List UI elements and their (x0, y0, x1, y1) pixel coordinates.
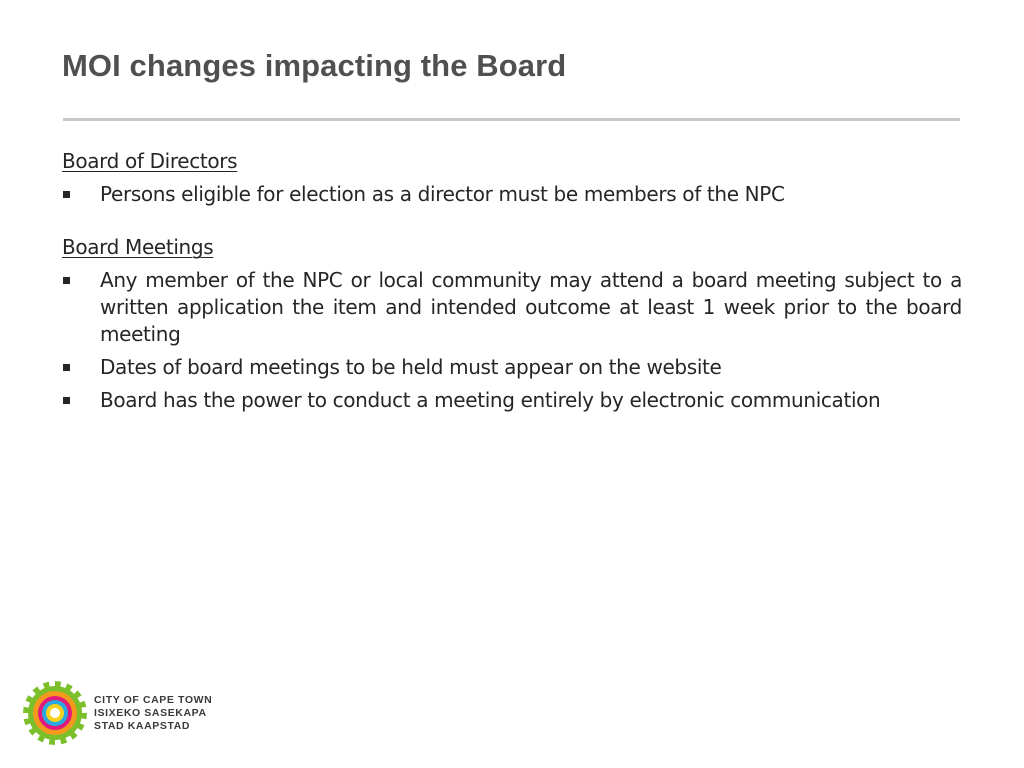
city-emblem-icon (22, 680, 88, 746)
emblem-center (50, 708, 60, 718)
square-bullet-icon (63, 191, 70, 198)
bullet-item (62, 181, 962, 208)
square-bullet-icon (63, 397, 70, 404)
bullet-item (62, 267, 962, 348)
section-heading: Board of Directors (62, 149, 238, 173)
section-heading: Board Meetings (62, 235, 214, 259)
title-divider (63, 118, 960, 121)
bullet-item (62, 354, 962, 381)
logo-line: STAD KAAPSTAD (94, 720, 191, 732)
bullet-text: Board has the power to conduct a meeting entirely by electronic communication (100, 388, 881, 412)
logo-wordmark (94, 694, 212, 733)
city-of-cape-town-logo (22, 680, 242, 746)
section-board-meetings (62, 234, 962, 414)
bullet-text: Persons eligible for election as a director must be members of the NPC (100, 182, 785, 206)
bullet-item (62, 387, 962, 414)
slide-body (62, 148, 962, 420)
bullet-list (62, 181, 962, 208)
square-bullet-icon (63, 364, 70, 371)
logo-line: CITY OF CAPE TOWN (94, 694, 213, 706)
bullet-text: Any member of the NPC or local community may attend a board meeting subject to a written application the item and intended outcome at least 1 week prior to the board meeting (100, 268, 962, 346)
bullet-list (62, 267, 962, 414)
square-bullet-icon (63, 277, 70, 284)
section-board-of-directors (62, 148, 962, 208)
bullet-text: Dates of board meetings to be held must appear on the website (100, 355, 722, 379)
logo-line: ISIXEKO SASEKAPA (94, 707, 207, 719)
slide-title: MOI changes impacting the Board (62, 48, 567, 83)
